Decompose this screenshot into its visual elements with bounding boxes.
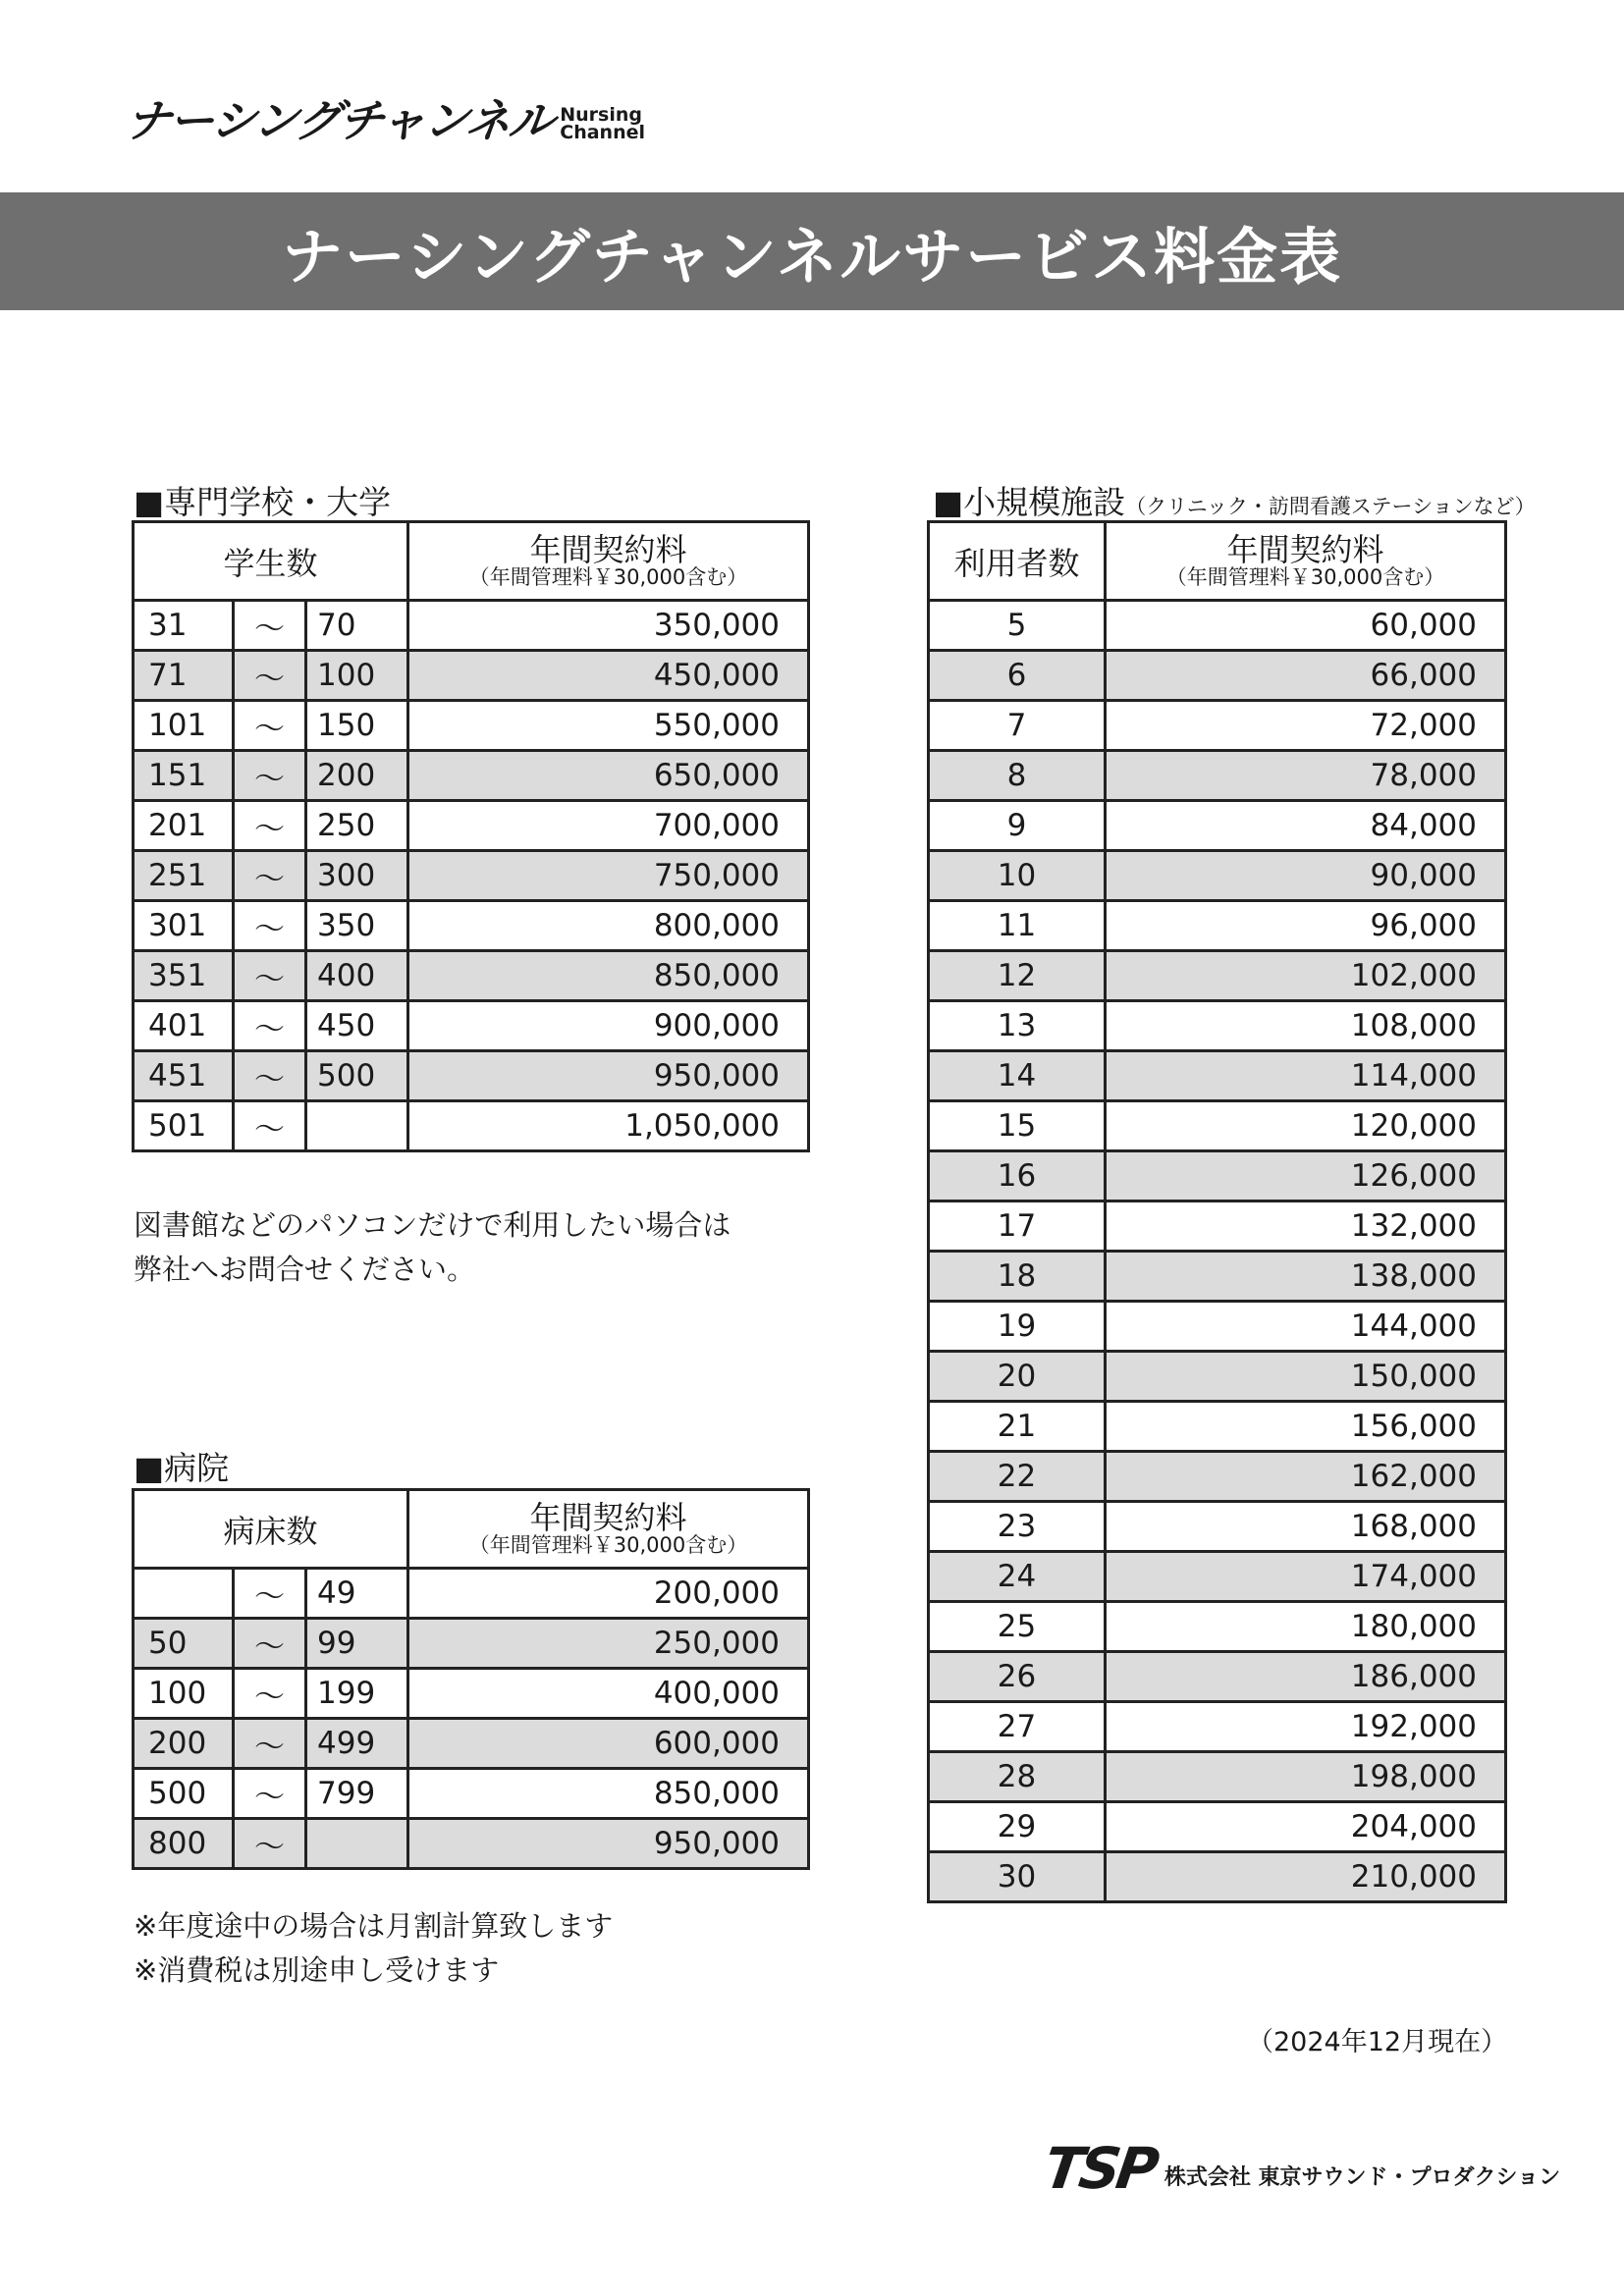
fee-header-label: 年間契約料 (1226, 530, 1384, 568)
fee-cell: 108,000 (1106, 1001, 1506, 1051)
range-from-cell: 50 (134, 1619, 234, 1669)
as-of-date: （2024年12月現在） (1247, 2027, 1508, 2057)
fee-header-label: 年間契約料 (529, 530, 687, 568)
small-facility-heading-sub: （クリニック・訪問看護ステーションなど） (1125, 495, 1536, 518)
table-row (929, 801, 1506, 851)
fee-cell: 450,000 (408, 651, 809, 701)
fee-cell: 900,000 (408, 1001, 809, 1051)
range-tilde-cell: ～ (234, 1819, 306, 1869)
fee-cell: 78,000 (1106, 751, 1506, 801)
title-banner (0, 192, 1624, 310)
fee-header-note: （年間管理料￥30,000含む） (468, 565, 748, 590)
table-row (929, 1252, 1506, 1302)
fee-header-label: 年間契約料 (529, 1498, 687, 1536)
user-count-cell: 14 (929, 1051, 1106, 1101)
table-row (134, 701, 809, 751)
range-tilde-cell: ～ (234, 951, 306, 1001)
range-from-cell: 71 (134, 651, 234, 701)
school-note-line1: 図書館などのパソコンだけで利用したい場合は (134, 1208, 731, 1242)
range-from-cell: 101 (134, 701, 234, 751)
brand-logo (123, 94, 645, 147)
small-count-header: 利用者数 (929, 522, 1106, 601)
range-tilde-cell: ～ (234, 801, 306, 851)
table-row (929, 1051, 1506, 1101)
hospital-note-line1: ※年度途中の場合は月割計算致します (134, 1909, 614, 1943)
range-to-cell: 500 (306, 1051, 408, 1101)
table-row (929, 1001, 1506, 1051)
brand-name-jp: ナーシングチャンネル (123, 94, 556, 147)
range-from-cell: 401 (134, 1001, 234, 1051)
range-tilde-cell: ～ (234, 851, 306, 901)
table-row (929, 851, 1506, 901)
hospital-count-header: 病床数 (134, 1490, 408, 1569)
range-to-cell: 499 (306, 1719, 408, 1769)
fee-cell: 750,000 (408, 851, 809, 901)
user-count-cell: 15 (929, 1101, 1106, 1151)
hospital-price-table (132, 1488, 810, 1870)
user-count-cell: 8 (929, 751, 1106, 801)
table-row (929, 1402, 1506, 1452)
table-row (929, 951, 1506, 1001)
range-from-cell: 251 (134, 851, 234, 901)
table-row (134, 751, 809, 801)
hospital-heading: ■病院 (134, 1449, 230, 1487)
fee-cell: 168,000 (1106, 1502, 1506, 1552)
range-tilde-cell: ～ (234, 1619, 306, 1669)
user-count-cell: 24 (929, 1552, 1106, 1602)
table-row (929, 1101, 1506, 1151)
user-count-cell: 16 (929, 1151, 1106, 1201)
range-from-cell: 100 (134, 1669, 234, 1719)
school-count-header: 学生数 (134, 522, 408, 601)
range-from-cell: 501 (134, 1101, 234, 1151)
fee-cell: 192,000 (1106, 1702, 1506, 1752)
range-tilde-cell: ～ (234, 701, 306, 751)
fee-header-note: （年間管理料￥30,000含む） (1165, 565, 1445, 590)
range-tilde-cell: ～ (234, 1569, 306, 1619)
table-row (929, 601, 1506, 651)
fee-cell: 350,000 (408, 601, 809, 651)
fee-cell: 138,000 (1106, 1252, 1506, 1302)
table-row (134, 801, 809, 851)
fee-cell: 132,000 (1106, 1201, 1506, 1252)
range-from-cell: 301 (134, 901, 234, 951)
user-count-cell: 12 (929, 951, 1106, 1001)
table-row (134, 1819, 809, 1869)
hospital-note (134, 1904, 613, 1993)
table-row (134, 651, 809, 701)
fee-cell: 850,000 (408, 951, 809, 1001)
fee-cell: 700,000 (408, 801, 809, 851)
company-logo (1040, 2135, 1561, 2202)
range-tilde-cell: ～ (234, 751, 306, 801)
range-to-cell: 799 (306, 1769, 408, 1819)
user-count-cell: 29 (929, 1802, 1106, 1852)
small-facility-heading (933, 477, 1536, 523)
table-row (929, 651, 1506, 701)
range-to-cell: 300 (306, 851, 408, 901)
fee-cell: 66,000 (1106, 651, 1506, 701)
fee-cell: 400,000 (408, 1669, 809, 1719)
user-count-cell: 22 (929, 1452, 1106, 1502)
fee-cell: 204,000 (1106, 1802, 1506, 1852)
table-row (929, 1151, 1506, 1201)
user-count-cell: 26 (929, 1652, 1106, 1702)
fee-cell: 90,000 (1106, 851, 1506, 901)
fee-cell: 84,000 (1106, 801, 1506, 851)
range-tilde-cell: ～ (234, 651, 306, 701)
range-to-cell: 400 (306, 951, 408, 1001)
fee-cell: 550,000 (408, 701, 809, 751)
table-row (929, 1802, 1506, 1852)
hospital-fee-header (408, 1490, 809, 1569)
user-count-cell: 13 (929, 1001, 1106, 1051)
fee-cell: 72,000 (1106, 701, 1506, 751)
small-facility-heading-main: ■小規模施設 (933, 483, 1126, 521)
user-count-cell: 25 (929, 1602, 1106, 1652)
table-row (134, 1769, 809, 1819)
range-tilde-cell: ～ (234, 1719, 306, 1769)
fee-cell: 162,000 (1106, 1452, 1506, 1502)
table-row (929, 1752, 1506, 1802)
table-row (134, 1569, 809, 1619)
table-row (134, 851, 809, 901)
hospital-note-line2: ※消費税は別途申し受けます (134, 1952, 500, 1987)
user-count-cell: 10 (929, 851, 1106, 901)
user-count-cell: 19 (929, 1302, 1106, 1352)
school-fee-header (408, 522, 809, 601)
table-row (929, 1702, 1506, 1752)
range-to-cell (306, 1819, 408, 1869)
brand-en-line1: Nursing (560, 103, 642, 126)
table-row (134, 901, 809, 951)
table-row (134, 1719, 809, 1769)
brand-en-line2: Channel (560, 121, 645, 143)
user-count-cell: 18 (929, 1252, 1106, 1302)
table-row (134, 1619, 809, 1669)
fee-cell: 950,000 (408, 1051, 809, 1101)
range-to-cell: 450 (306, 1001, 408, 1051)
school-note-line2: 弊社へお問合せください。 (134, 1252, 476, 1286)
fee-cell: 126,000 (1106, 1151, 1506, 1201)
user-count-cell: 21 (929, 1402, 1106, 1452)
range-tilde-cell: ～ (234, 901, 306, 951)
table-row (929, 751, 1506, 801)
user-count-cell: 11 (929, 901, 1106, 951)
range-from-cell: 351 (134, 951, 234, 1001)
table-row (929, 1352, 1506, 1402)
fee-cell: 60,000 (1106, 601, 1506, 651)
table-row (929, 1201, 1506, 1252)
range-from-cell: 800 (134, 1819, 234, 1869)
fee-cell: 186,000 (1106, 1652, 1506, 1702)
table-row (134, 1669, 809, 1719)
fee-cell: 120,000 (1106, 1101, 1506, 1151)
user-count-cell: 6 (929, 651, 1106, 701)
fee-cell: 800,000 (408, 901, 809, 951)
range-tilde-cell: ～ (234, 1669, 306, 1719)
fee-cell: 102,000 (1106, 951, 1506, 1001)
user-count-cell: 7 (929, 701, 1106, 751)
range-tilde-cell: ～ (234, 1051, 306, 1101)
fee-cell: 150,000 (1106, 1352, 1506, 1402)
table-row (929, 1502, 1506, 1552)
range-to-cell: 199 (306, 1669, 408, 1719)
user-count-cell: 20 (929, 1352, 1106, 1402)
range-from-cell: 451 (134, 1051, 234, 1101)
range-tilde-cell: ～ (234, 1001, 306, 1051)
range-to-cell: 49 (306, 1569, 408, 1619)
fee-cell: 174,000 (1106, 1552, 1506, 1602)
fee-cell: 210,000 (1106, 1852, 1506, 1902)
range-to-cell: 350 (306, 901, 408, 951)
table-row (929, 701, 1506, 751)
fee-cell: 1,050,000 (408, 1101, 809, 1151)
small-fee-header (1106, 522, 1506, 601)
fee-cell: 200,000 (408, 1569, 809, 1619)
table-row (134, 601, 809, 651)
fee-cell: 114,000 (1106, 1051, 1506, 1101)
table-row (929, 1452, 1506, 1502)
fee-cell: 156,000 (1106, 1402, 1506, 1452)
user-count-cell: 28 (929, 1752, 1106, 1802)
fee-cell: 250,000 (408, 1619, 809, 1669)
range-tilde-cell: ～ (234, 1101, 306, 1151)
range-to-cell: 250 (306, 801, 408, 851)
fee-cell: 96,000 (1106, 901, 1506, 951)
page-title: ナーシングチャンネルサービス料金表 (281, 220, 1343, 293)
school-heading: ■専門学校・大学 (134, 483, 392, 521)
brand-name-en (560, 103, 645, 143)
table-row (134, 1001, 809, 1051)
fee-cell: 144,000 (1106, 1302, 1506, 1352)
range-to-cell: 150 (306, 701, 408, 751)
range-to-cell (306, 1101, 408, 1151)
fee-cell: 850,000 (408, 1769, 809, 1819)
fee-cell: 198,000 (1106, 1752, 1506, 1802)
fee-cell: 180,000 (1106, 1602, 1506, 1652)
school-note (134, 1203, 731, 1292)
user-count-cell: 9 (929, 801, 1106, 851)
user-count-cell: 17 (929, 1201, 1106, 1252)
range-to-cell: 70 (306, 601, 408, 651)
table-row (929, 1602, 1506, 1652)
range-tilde-cell: ～ (234, 601, 306, 651)
range-to-cell: 99 (306, 1619, 408, 1669)
user-count-cell: 30 (929, 1852, 1106, 1902)
table-row (134, 1101, 809, 1151)
small-facility-price-table (927, 520, 1507, 1903)
table-row (929, 1552, 1506, 1602)
range-from-cell: 201 (134, 801, 234, 851)
user-count-cell: 27 (929, 1702, 1106, 1752)
range-from-cell: 200 (134, 1719, 234, 1769)
user-count-cell: 23 (929, 1502, 1106, 1552)
fee-cell: 600,000 (408, 1719, 809, 1769)
fee-cell: 950,000 (408, 1819, 809, 1869)
range-to-cell: 200 (306, 751, 408, 801)
range-from-cell: 31 (134, 601, 234, 651)
table-row (929, 1302, 1506, 1352)
fee-header-note: （年間管理料￥30,000含む） (468, 1533, 748, 1558)
user-count-cell: 5 (929, 601, 1106, 651)
table-row (929, 1652, 1506, 1702)
school-price-table (132, 520, 810, 1152)
table-row (134, 951, 809, 1001)
range-from-cell (134, 1569, 234, 1619)
range-from-cell: 151 (134, 751, 234, 801)
tsp-logo-mark: TSP (1040, 2135, 1160, 2202)
table-row (929, 1852, 1506, 1902)
fee-cell: 650,000 (408, 751, 809, 801)
company-name: 株式会社 東京サウンド・プロダクション (1164, 2164, 1561, 2190)
range-from-cell: 500 (134, 1769, 234, 1819)
table-row (929, 901, 1506, 951)
table-row (134, 1051, 809, 1101)
range-to-cell: 100 (306, 651, 408, 701)
range-tilde-cell: ～ (234, 1769, 306, 1819)
